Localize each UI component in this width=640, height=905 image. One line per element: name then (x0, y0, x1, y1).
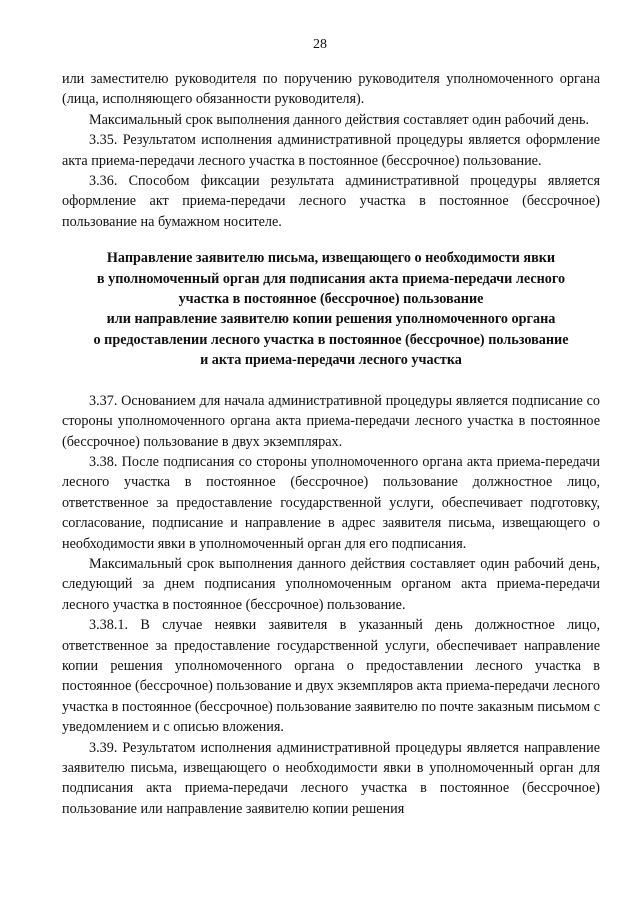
paragraph-3-37: 3.37. Основанием для начала административной процедуры является подписание со стороны уполномоченного органа акта приема-передачи лесного участка в постоянное (бессрочное) пользование в двух экземплярах. (62, 392, 600, 450)
heading-line: или направление заявителю копии решения уполномоченного органа (106, 311, 556, 328)
heading-line: о предоставлении лесного участка в постоянное (бессрочное) пользование (93, 331, 569, 348)
document-body (62, 69, 600, 819)
heading-line: и акта приема-передачи лесного участка (200, 352, 462, 369)
heading-line: участка в постоянное (бессрочное) пользование (178, 291, 484, 308)
heading-line: в уполномоченный орган для подписания акта приема-передачи лесного (96, 270, 566, 287)
paragraph-continuation: или заместителю руководителя по поручению руководителя уполномоченного органа (лица, исполняющего обязанности руководителя). (62, 71, 600, 108)
paragraph-3-35: 3.35. Результатом исполнения административной процедуры является оформление акта приема-передачи лесного участка в постоянное (бессрочное) пользование. (62, 132, 600, 169)
page-number: 28 (313, 37, 327, 52)
paragraph-3-39: 3.39. Результатом исполнения административной процедуры является направление заявителю письма, извещающего о необходимости явки в уполномоченный орган для подписания акта приема-передачи лесного участка в постоянное (бессрочное) пользование или направление заявителю копии решения (62, 739, 600, 817)
paragraph-3-38-1: 3.38.1. В случае неявки заявителя в указанный день должностное лицо, ответственное за предоставление государственной услуги, обеспечивает направление копии решения уполномоченного органа о предоставлении лесного участка в постоянное (бессрочное) пользование и двух экземпляров акта приема-передачи лесного участка в постоянное (бессрочное) пользование заявителю по почте заказным письмом с уведомлением и с описью вложения. (62, 617, 600, 736)
section-heading (62, 248, 600, 370)
paragraph-max-term: Максимальный срок выполнения данного действия составляет один рабочий день. (89, 111, 590, 128)
paragraph-3-36: 3.36. Способом фиксации результата административной процедуры является оформление акт приема-передачи лесного участка в постоянное (бессрочное) пользование на бумажном носителе. (62, 173, 600, 230)
paragraph-3-38: 3.38. После подписания со стороны уполномоченного органа акта приема-передачи лесного участка в постоянное (бессрочное) пользование должностное лицо, ответственное за предоставление государственной услуги, обеспечивает подготовку, согласование, подписание и направление в адрес заявителя письма, извещающего о необходимости явки в уполномоченный орган для его подписания. (62, 453, 600, 552)
heading-line: Направление заявителю письма, извещающего о необходимости явки (106, 250, 556, 267)
paragraph-max-term-2: Максимальный срок выполнения данного действия составляет один рабочий день, следующий за днем подписания уполномоченным органом акта приема-передачи лесного участка в постоянное (бессрочное) пользование. (62, 555, 600, 613)
